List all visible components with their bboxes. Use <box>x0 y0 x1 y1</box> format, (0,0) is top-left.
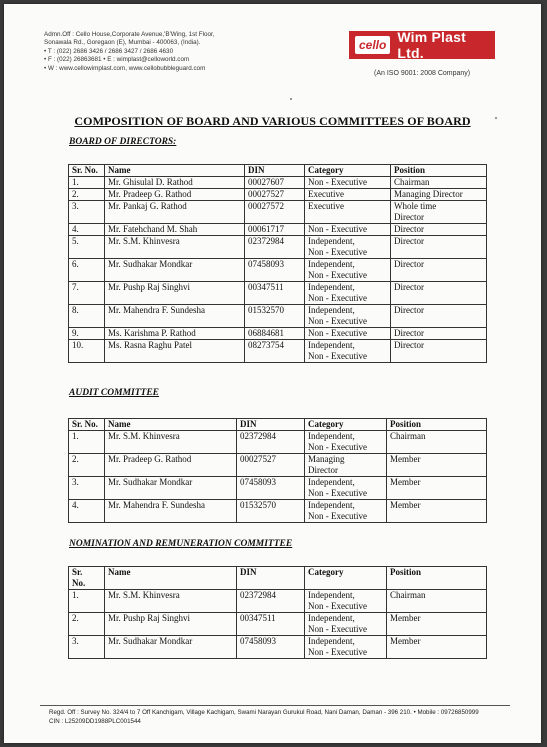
table-cell: 1. <box>69 177 105 189</box>
table-cell: 00027527 <box>237 454 305 477</box>
table-cell: Independent, Non - Executive <box>305 477 387 500</box>
scan-speck <box>290 98 292 100</box>
table-row <box>69 477 487 500</box>
table-cell: 02372984 <box>237 590 305 613</box>
column-header: Category <box>305 567 387 590</box>
column-header: Position <box>387 567 487 590</box>
table-cell: Independent, Non - Executive <box>305 590 387 613</box>
table-cell: 7. <box>69 282 105 305</box>
table-cell: Non - Executive <box>305 177 391 189</box>
table-cell: Mr. S.M. Khinvesra <box>105 590 237 613</box>
registered-office: Regd. Off : Survey No. 324/4 to 7 Off Kanchigam, Village Kachigam, Swami Narayan Gurukul Road, Nani Daman, Daman - 396 210. • Mobile : 09726850999 <box>49 709 479 716</box>
audit-table <box>68 418 487 523</box>
table-cell: Chairman <box>391 177 487 189</box>
table-cell: Non - Executive <box>305 328 391 340</box>
company-logo <box>349 31 495 59</box>
table-cell: 10. <box>69 340 105 363</box>
table-cell: Independent, Non - Executive <box>305 500 387 523</box>
table-cell: 6. <box>69 259 105 282</box>
table-cell: 02372984 <box>245 236 305 259</box>
cin-number: CIN : L25209DD1988PLC001544 <box>49 718 141 725</box>
address-line: • T : (022) 2686 3426 / 2686 3427 / 2686 4630 <box>44 47 174 55</box>
table-row <box>69 328 487 340</box>
table-row <box>69 236 487 259</box>
table-cell: Independent, Non - Executive <box>305 236 391 259</box>
table-cell: 2. <box>69 613 105 636</box>
nomination-table <box>68 566 487 659</box>
table-cell: Independent, Non - Executive <box>305 259 391 282</box>
logo-company-name: Wim Plast Ltd. <box>397 29 466 61</box>
address-line: • W : www.cellowimplast.com, www.cellobubbleguard.com <box>44 64 206 72</box>
table-cell: Director <box>391 236 487 259</box>
table-header-row <box>69 165 487 177</box>
column-header: DIN <box>245 165 305 177</box>
table-row <box>69 590 487 613</box>
table-row <box>69 177 487 189</box>
table-cell: Director <box>391 340 487 363</box>
table-row <box>69 282 487 305</box>
table-cell: 3. <box>69 636 105 659</box>
address-line: Sonawala Rd., Goregaon (E), Mumbai - 400063, (India). <box>44 39 201 47</box>
table-cell: Independent, Non - Executive <box>305 340 391 363</box>
column-header: DIN <box>237 567 305 590</box>
table-cell: Managing Director <box>305 454 387 477</box>
table-cell: 01532570 <box>237 500 305 523</box>
table-cell: 08273754 <box>245 340 305 363</box>
table-cell: Director <box>391 259 487 282</box>
logo-brand: cello <box>355 36 390 54</box>
table-cell: Mr. S.M. Khinvesra <box>105 431 237 454</box>
table-cell: Mr. Pradeep G. Rathod <box>105 454 237 477</box>
board-table <box>68 164 487 363</box>
table-cell: Non - Executive <box>305 224 391 236</box>
table-cell: Mr. Fatehchand M. Shah <box>105 224 245 236</box>
address-line: Admn.Off : Cello House,Corporate Avenue,'B'Wing, 1st Floor, <box>44 31 215 38</box>
table-cell: Chairman <box>387 590 487 613</box>
column-header: Position <box>391 165 487 177</box>
column-header: Position <box>387 419 487 431</box>
table-cell: 07458093 <box>237 477 305 500</box>
table-row <box>69 431 487 454</box>
table-row <box>69 189 487 201</box>
column-header: Name <box>105 419 237 431</box>
table-cell: Member <box>387 500 487 523</box>
table-cell: Director <box>391 305 487 328</box>
table-row <box>69 201 487 224</box>
table-cell: Executive <box>305 201 391 224</box>
table-cell: Mr. Pushp Raj Singhvi <box>105 613 237 636</box>
table-cell: Mr. Mahendra F. Sundesha <box>105 305 245 328</box>
table-cell: Mr. Sudhakar Mondkar <box>105 477 237 500</box>
page-title: COMPOSITION OF BOARD AND VARIOUS COMMITTEES OF BOARD <box>74 114 471 128</box>
table-cell: 00347511 <box>237 613 305 636</box>
letterhead-address <box>44 31 304 73</box>
table-cell: Mr. Mahendra F. Sundesha <box>105 500 237 523</box>
table-cell: 00027527 <box>245 189 305 201</box>
table-cell: Mr. Pushp Raj Singhvi <box>105 282 245 305</box>
table-cell: Mr. S.M. Khinvesra <box>105 236 245 259</box>
nomination-heading: NOMINATION AND REMUNERATION COMMITTEE <box>69 539 293 549</box>
table-cell: Mr. Sudhakar Mondkar <box>105 259 245 282</box>
column-header: Sr. No. <box>69 419 105 431</box>
table-cell: Mr. Pradeep G. Rathod <box>105 189 245 201</box>
table-cell: Independent, Non - Executive <box>305 636 387 659</box>
table-cell: Ms. Rasna Raghu Patel <box>105 340 245 363</box>
table-cell: Chairman <box>387 431 487 454</box>
table-row <box>69 454 487 477</box>
column-header: Name <box>105 165 245 177</box>
table-cell: 00347511 <box>245 282 305 305</box>
table-cell: Member <box>387 477 487 500</box>
iso-certification: (An ISO 9001: 2008 Company) <box>374 70 471 77</box>
table-cell: Independent, Non - Executive <box>305 282 391 305</box>
table-cell: Member <box>387 613 487 636</box>
table-cell: 07458093 <box>245 259 305 282</box>
address-line: • F : (022) 26863681 • E : wimplast@celloworld.com <box>44 56 190 64</box>
table-cell: 00061717 <box>245 224 305 236</box>
table-cell: 01532570 <box>245 305 305 328</box>
table-cell: Managing Director <box>391 189 487 201</box>
table-cell: 5. <box>69 236 105 259</box>
table-row <box>69 340 487 363</box>
table-cell: 07458093 <box>237 636 305 659</box>
table-cell: Member <box>387 454 487 477</box>
table-cell: 4. <box>69 500 105 523</box>
table-cell: 8. <box>69 305 105 328</box>
table-cell: Executive <box>305 189 391 201</box>
table-cell: Director <box>391 282 487 305</box>
table-row <box>69 305 487 328</box>
table-row <box>69 636 487 659</box>
table-header-row <box>69 567 487 590</box>
table-cell: 9. <box>69 328 105 340</box>
table-row <box>69 259 487 282</box>
table-cell: 00027607 <box>245 177 305 189</box>
table-header-row <box>69 419 487 431</box>
table-cell: 00027572 <box>245 201 305 224</box>
table-cell: 06884681 <box>245 328 305 340</box>
audit-heading: AUDIT COMMITTEE <box>69 388 159 398</box>
table-row <box>69 613 487 636</box>
table-cell: Independent, Non - Executive <box>305 305 391 328</box>
table-cell: 3. <box>69 477 105 500</box>
board-heading: BOARD OF DIRECTORS: <box>69 137 177 147</box>
table-row <box>69 224 487 236</box>
table-cell: Independent, Non - Executive <box>305 431 387 454</box>
table-cell: Whole time Director <box>391 201 487 224</box>
table-cell: Independent, Non - Executive <box>305 613 387 636</box>
table-cell: Mr. Ghisulal D. Rathod <box>105 177 245 189</box>
table-cell: Mr. Sudhakar Mondkar <box>105 636 237 659</box>
column-header: Sr. No. <box>69 165 105 177</box>
footer-divider <box>40 705 510 706</box>
table-cell: 02372984 <box>237 431 305 454</box>
table-cell: 1. <box>69 590 105 613</box>
column-header: Category <box>305 419 387 431</box>
table-cell: Ms. Karishma P. Rathod <box>105 328 245 340</box>
table-cell: 3. <box>69 201 105 224</box>
column-header: Sr. No. <box>69 567 105 590</box>
table-cell: 2. <box>69 454 105 477</box>
table-cell: Director <box>391 328 487 340</box>
table-cell: Mr. Pankaj G. Rathod <box>105 201 245 224</box>
footer <box>49 708 479 726</box>
table-cell: 4. <box>69 224 105 236</box>
table-row <box>69 500 487 523</box>
document-page <box>4 4 541 743</box>
table-cell: 2. <box>69 189 105 201</box>
table-cell: Director <box>391 224 487 236</box>
table-cell: 1. <box>69 431 105 454</box>
column-header: Name <box>105 567 237 590</box>
column-header: DIN <box>237 419 305 431</box>
table-cell: Member <box>387 636 487 659</box>
column-header: Category <box>305 165 391 177</box>
